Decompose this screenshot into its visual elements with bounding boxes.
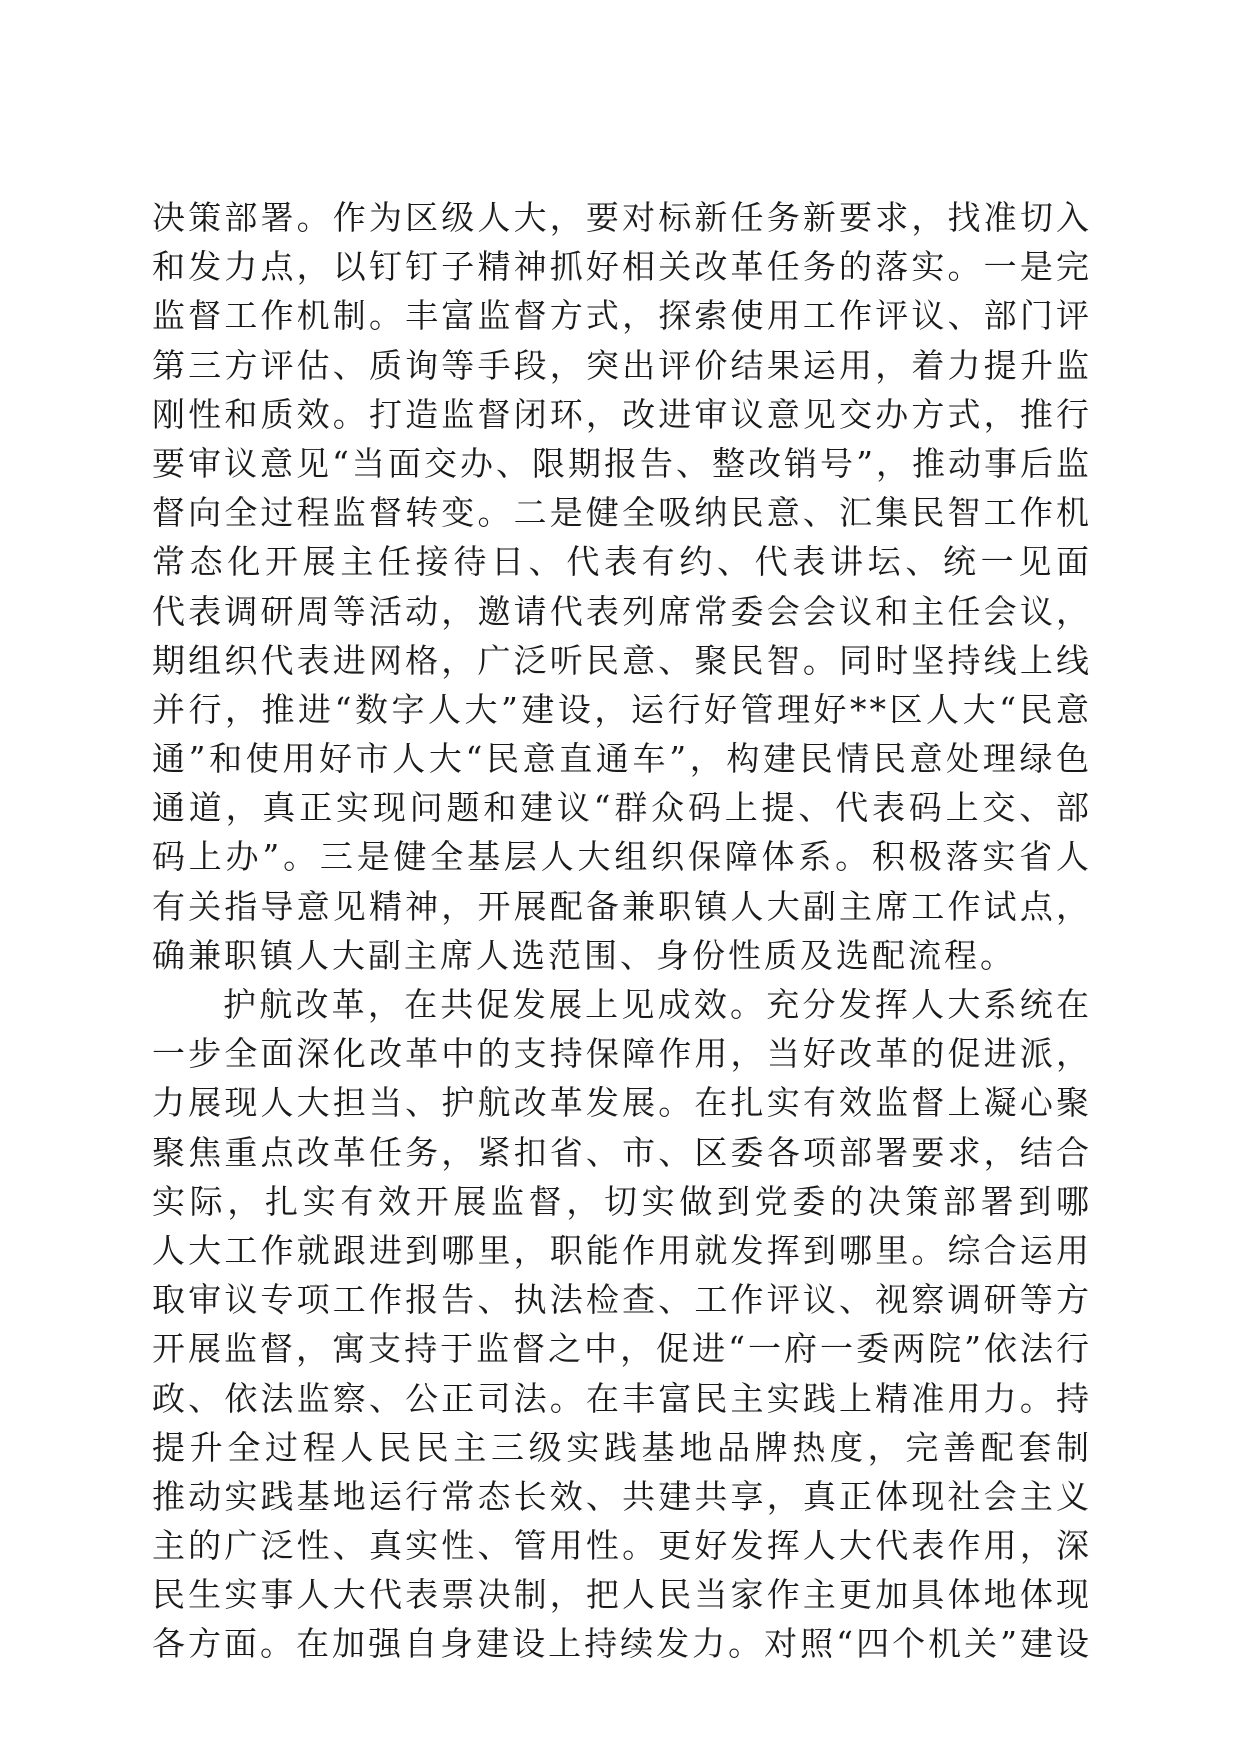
text-line: 期组织代表进网格，广泛听民意、聚民智。同时坚持线上线	[152, 640, 1092, 680]
paragraph-first-line: 护航改革，在共促发展上见成效。充分发挥人大系统在	[223, 985, 1092, 1024]
text-line: 要审议意见“当面交办、限期报告、整改销号”，推动事后监	[152, 443, 1092, 483]
text-line: 推动实践基地运行常态长效、共建共享，真正体现社会主义	[152, 1476, 1092, 1516]
text-line: 一步全面深化改革中的支持保障作用，当好改革的促进派，	[152, 1034, 1092, 1074]
text-line: 和发力点，以钉钉子精神抓好相关改革任务的落实。一是完	[152, 247, 1092, 287]
text-line: 开展监督，寓支持于监督之中，促进“一府一委两院”依法行	[152, 1329, 1092, 1369]
text-line: 实际，扎实有效开展监督，切实做到党委的决策部署到哪	[152, 1181, 1092, 1221]
text-line: 并行，推进“数字人大”建设，运行好管理好**区人大“民意	[152, 689, 1092, 729]
text-line: 督向全过程监督转变。二是健全吸纳民意、汇集民智工作机	[152, 493, 1092, 533]
text-line: 主的广泛性、真实性、管用性。更好发挥人大代表作用，深	[152, 1526, 1092, 1566]
text-line: 通”和使用好市人大“民意直通车”，构建民情民意处理绿色	[152, 739, 1092, 779]
text-line: 力展现人大担当、护航改革发展。在扎实有效监督上凝心聚	[152, 1083, 1092, 1123]
text-line: 常态化开展主任接待日、代表有约、代表讲坛、统一见面	[152, 542, 1092, 582]
body-text	[152, 193, 1092, 1669]
text-line: 政、依法监察、公正司法。在丰富民主实践上精准用力。持	[152, 1378, 1092, 1418]
text-line: 有关指导意见精神，开展配备兼职镇人大副主席工作试点，	[152, 886, 1092, 926]
text-line: 民生实事人大代表票决制，把人民当家作主更加具体地体现	[152, 1575, 1092, 1615]
text-line: 通道，真正实现问题和建议“群众码上提、代表码上交、部	[152, 788, 1092, 828]
text-line: 决策部署。作为区级人大，要对标新任务新要求，找准切入	[152, 198, 1092, 237]
text-line: 代表调研周等活动，邀请代表列席常委会会议和主任会议，	[152, 591, 1092, 631]
text-line: 人大工作就跟进到哪里，职能作用就发挥到哪里。综合运用	[152, 1230, 1092, 1270]
text-line: 码上办”。三是健全基层人大组织保障体系。积极落实省人	[152, 837, 1092, 877]
text-line: 取审议专项工作报告、执法检查、工作评议、视察调研等方	[152, 1280, 1092, 1320]
text-line: 监督工作机制。丰富监督方式，探索使用工作评议、部门评	[152, 296, 1092, 336]
text-line: 第三方评估、质询等手段，突出评价结果运用，着力提升监	[152, 345, 1092, 385]
text-line: 刚性和质效。打造监督闭环，改进审议意见交办方式，推行	[152, 394, 1092, 434]
text-line: 聚焦重点改革任务，紧扣省、市、区委各项部署要求，结合	[152, 1132, 1092, 1172]
text-line: 各方面。在加强自身建设上持续发力。对照“四个机关”建设	[152, 1624, 1092, 1664]
text-line: 提升全过程人民民主三级实践基地品牌热度，完善配套制	[152, 1427, 1092, 1467]
text-line: 确兼职镇人大副主席人选范围、身份性质及选配流程。	[152, 935, 1016, 975]
